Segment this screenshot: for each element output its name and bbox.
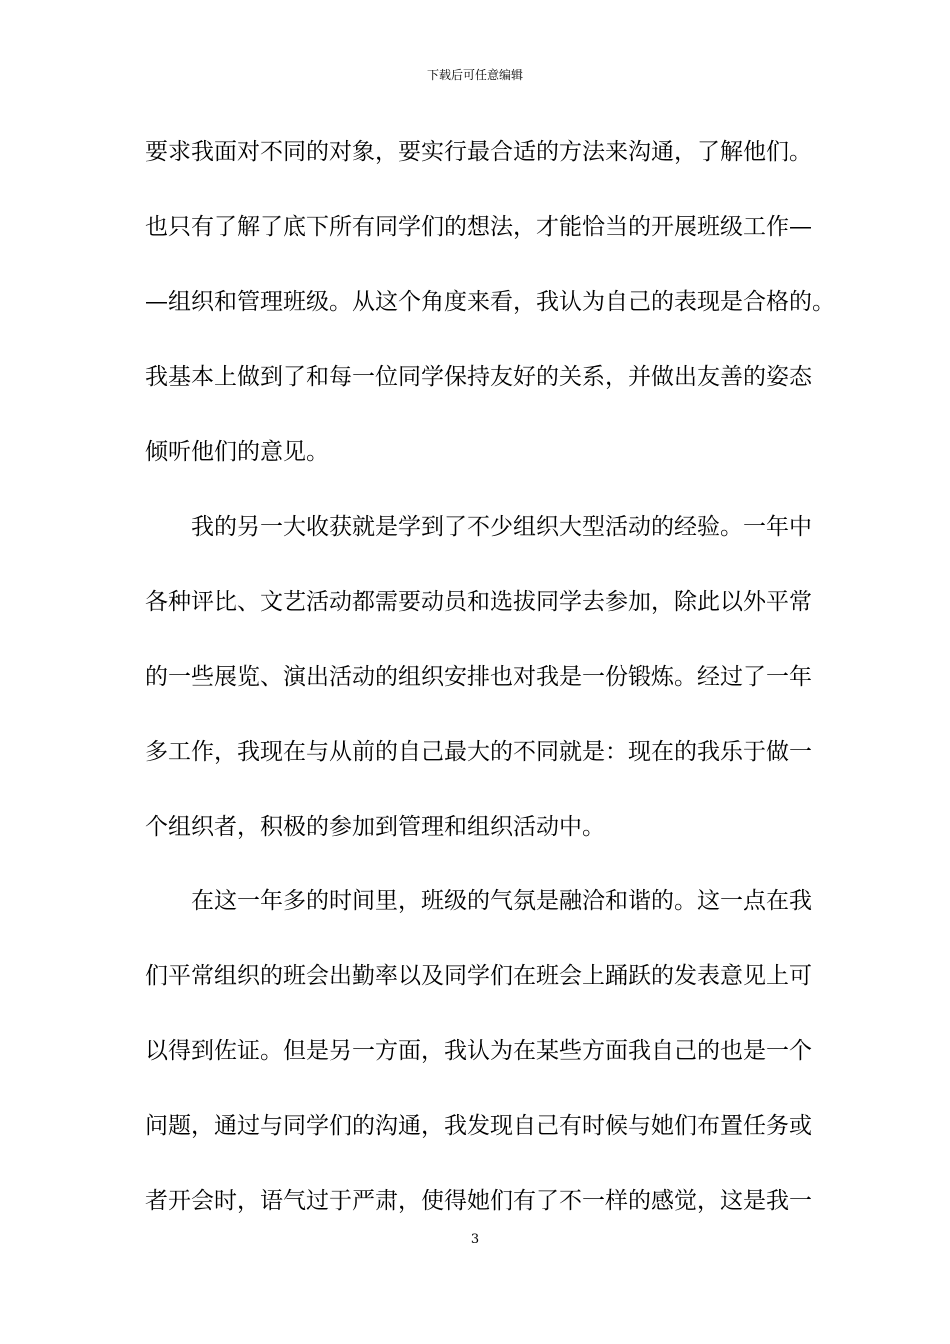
- body-line: 我基本上做到了和每一位同学保持友好的关系，并做出友善的姿态: [145, 364, 812, 390]
- body-line: 的一些展览、演出活动的组织安排也对我是一份锻炼。经过了一年: [145, 664, 812, 690]
- body-line: 个组织者，积极的参加到管理和组织活动中。: [145, 814, 605, 840]
- body-line: 们平常组织的班会出勤率以及同学们在班会上踊跃的发表意见上可: [145, 963, 812, 989]
- body-line: —组织和管理班级。从这个角度来看，我认为自己的表现是合格的。: [145, 289, 835, 315]
- body-line: 也只有了解了底下所有同学们的想法，才能恰当的开展班级工作—: [145, 214, 812, 240]
- body-line: 问题，通过与同学们的沟通，我发现自己有时候与她们布置任务或: [145, 1113, 812, 1139]
- page-number: 3: [470, 1232, 480, 1247]
- body-line: 者开会时，语气过于严肃，使得她们有了不一样的感觉，这是我一: [145, 1188, 812, 1214]
- body-line: 倾听他们的意见。: [145, 439, 329, 465]
- body-line: 以得到佐证。但是另一方面，我认为在某些方面我自己的也是一个: [145, 1038, 812, 1064]
- body-line: 要求我面对不同的对象，要实行最合适的方法来沟通，了解他们。: [145, 139, 812, 165]
- body-line: 各种评比、文艺活动都需要动员和选拔同学去参加，除此以外平常: [145, 589, 812, 615]
- page-header: 下载后可任意编辑: [426, 68, 523, 82]
- paragraph-first-line: 在这一年多的时间里，班级的气氛是融洽和谐的。这一点在我: [191, 888, 812, 914]
- paragraph-first-line: 我的另一大收获就是学到了不少组织大型活动的经验。一年中: [191, 514, 812, 540]
- body-line: 多工作，我现在与从前的自己最大的不同就是：现在的我乐于做一: [145, 739, 812, 765]
